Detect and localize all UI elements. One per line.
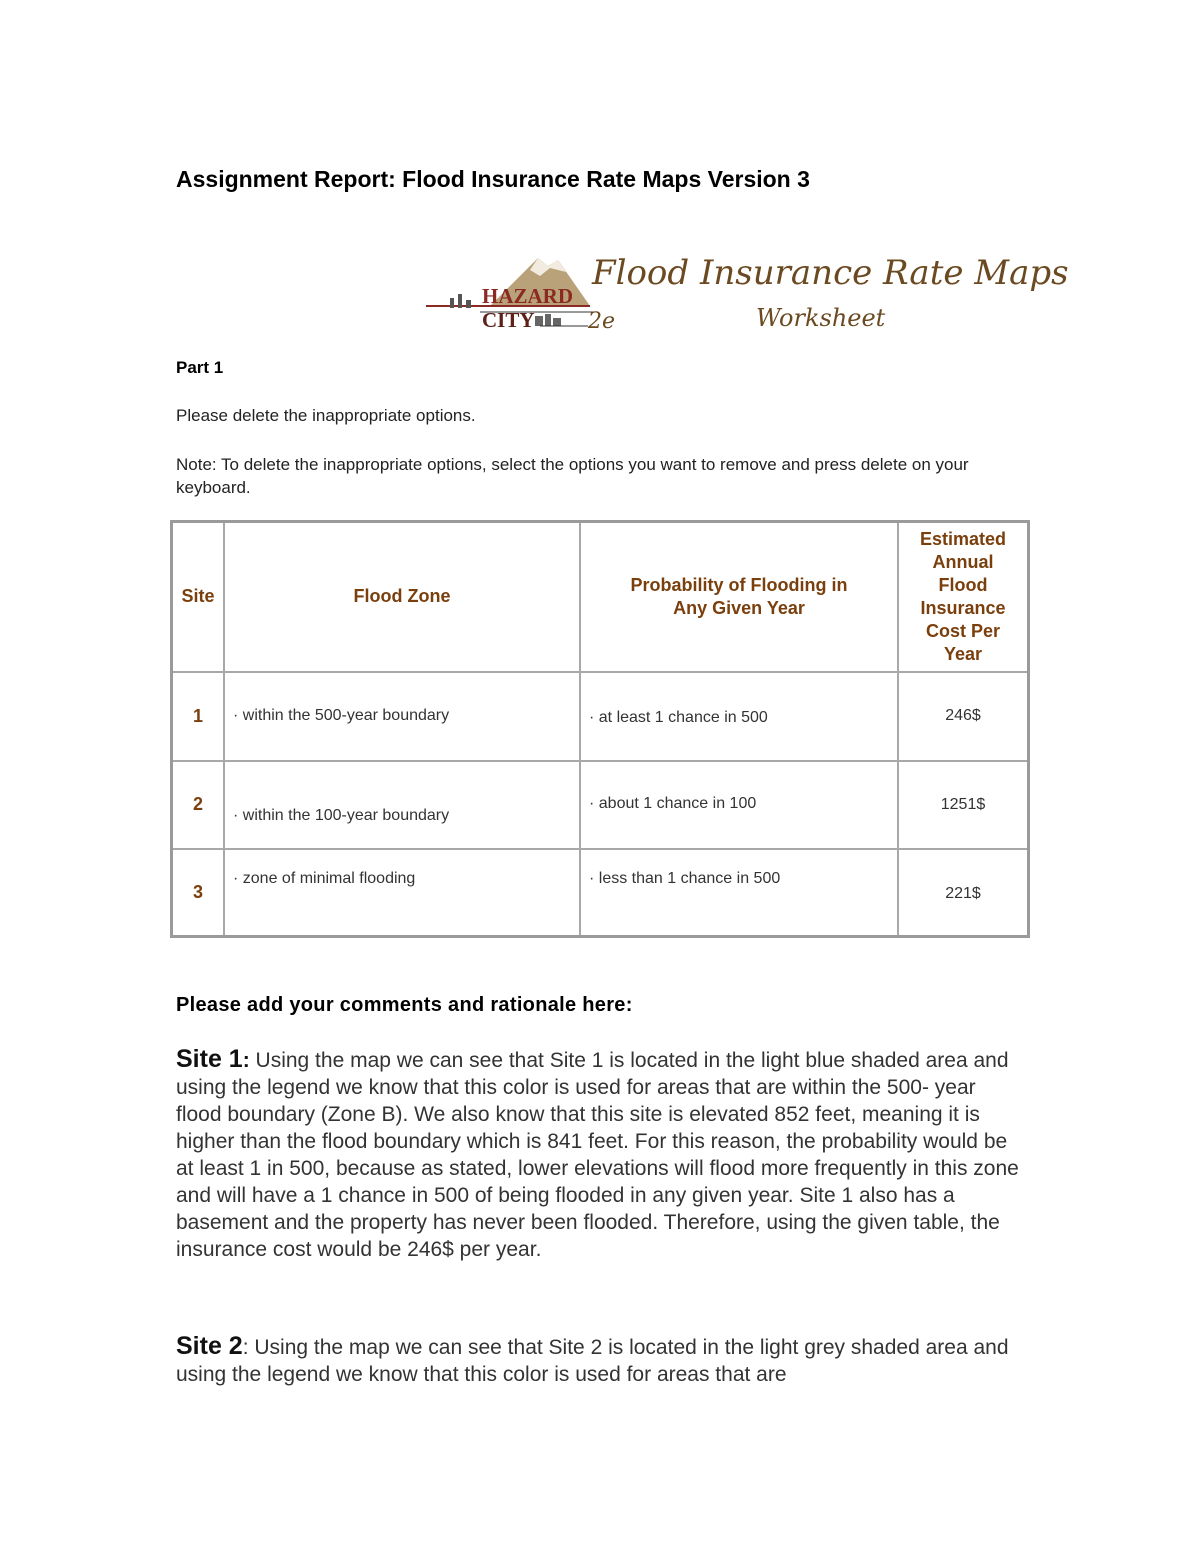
banner-subheading: Worksheet [756,304,886,332]
site2-separator: : [242,1336,249,1359]
site1-separator: : [242,1049,250,1072]
cost-value: 1251$ [940,795,986,813]
worksheet-banner [420,248,1080,338]
part-heading: Part 1 [176,358,224,377]
site1-comment[interactable] [176,1046,1026,1263]
probability-cell[interactable] [580,849,898,937]
header-cost-text: Estimated Annual Flood Insurance Cost Per Year [919,528,1007,664]
site-number: 1 [172,672,225,761]
flood-zone-cell[interactable] [224,761,580,849]
site2-comment[interactable] [176,1333,1026,1388]
flood-table-wrapper [170,520,1030,938]
table-row [172,761,1029,849]
hazard-city-logo [420,248,1080,338]
logo-edition-text: 2e [588,309,616,334]
header-probability-text: Probability of Flooding in Any Given Year [630,574,848,618]
table-row [172,849,1029,937]
note-text: Note: To delete the inappropriate options, select the options you want to remove and press delete on your keyboard. [176,455,969,497]
cost-value: 246$ [945,707,981,724]
flood-zone-value: · within the 500-year boundary [233,707,450,724]
probability-cell[interactable] [580,761,898,849]
site1-text: Using the map we can see that Site 1 is located in the light blue shaded area and using the legend we know that this color is used for areas that are within the 500- year flood boundary (Zone B). We also know that this site is elevated 852 feet, meaning it is higher than the flood boundary which is 841 feet. For this reason, the probability would be at least 1 in 500, because as stated, lower elevations will flood more frequently in this zone and will have a 1 chance in 500 of being flooded in any given year. Site 1 also has a basement and the property has never been flooded. Therefore, using the given table, the insurance cost would be 246$ per year. [176,1049,1019,1261]
site-number: 3 [172,849,225,937]
site-number: 2 [172,761,225,849]
header-flood-zone: Flood Zone [224,522,580,672]
probability-value: · at least 1 chance in 500 [589,709,768,726]
flood-zone-cell[interactable] [224,672,580,761]
probability-cell[interactable] [580,672,898,761]
cost-cell[interactable] [898,672,1029,761]
comments-heading: Please add your comments and rationale here: [176,994,633,1016]
instruction-text: Please delete the inappropriate options. [176,406,476,425]
cost-cell[interactable] [898,761,1029,849]
flood-zone-value: · within the 100-year boundary [233,806,450,824]
logo-hazard-text: HAZARD [482,284,574,308]
logo-city-text: CITY [482,308,535,332]
header-probability [580,522,898,672]
document-title: Assignment Report: Flood Insurance Rate Maps Version 3 [176,166,810,192]
flood-zone-cell[interactable] [224,849,580,937]
table-row [172,672,1029,761]
banner-heading: Flood Insurance Rate Maps [592,253,1069,293]
site2-text: Using the map we can see that Site 2 is located in the light grey shaded area and using the legend we know that this color is used for areas that are [176,1336,1009,1386]
site1-label: Site 1 [176,1045,243,1073]
cost-cell[interactable] [898,849,1029,937]
probability-value: · about 1 chance in 100 [589,794,757,812]
table-header-row [172,522,1029,672]
flood-table [170,520,1030,938]
site2-label: Site 2 [176,1332,243,1360]
header-cost [898,522,1029,672]
cost-value: 221$ [945,885,981,903]
probability-value: · less than 1 chance in 500 [589,869,781,887]
header-site: Site [172,522,225,672]
flood-zone-value: · zone of minimal flooding [233,869,416,887]
